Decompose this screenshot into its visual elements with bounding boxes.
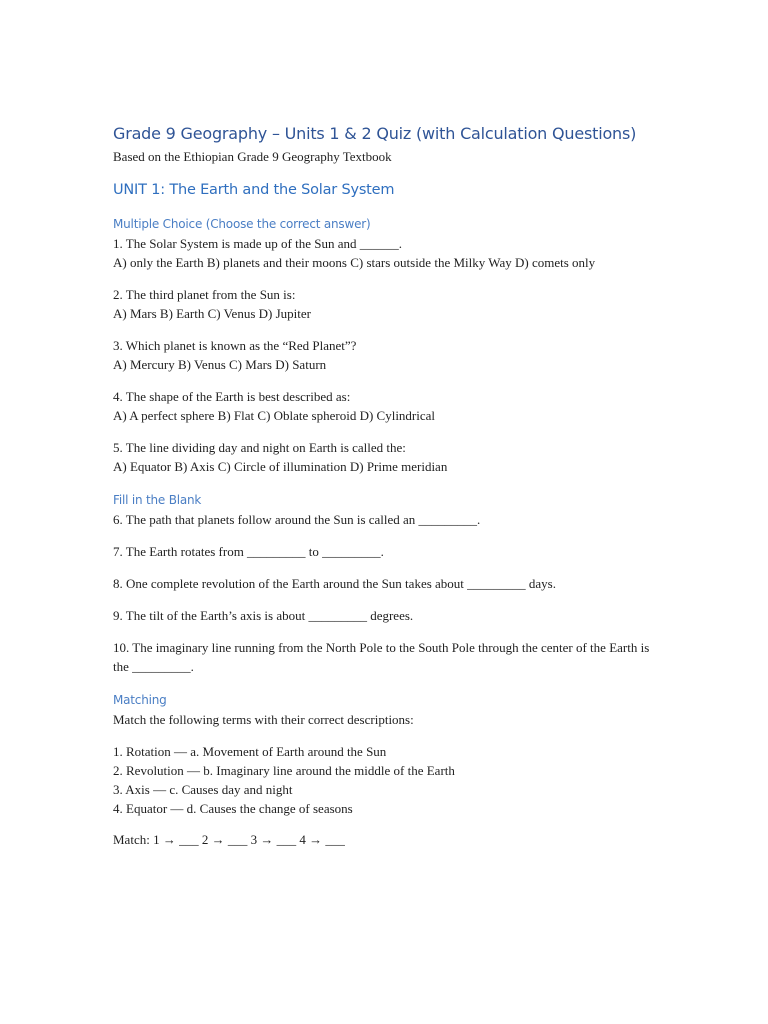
question-1 [113,234,658,272]
question-options: A) only the Earth B) planets and their moons C) stars outside the Milky Way D) comets only [113,255,596,270]
question-2 [113,285,658,323]
page-title: Grade 9 Geography – Units 1 & 2 Quiz (with Calculation Questions) [113,124,637,143]
matching-item: 4. Equator — d. Causes the change of seasons [113,801,353,816]
question-8: 8. One complete revolution of the Earth around the Sun takes about _________ days. [113,576,556,591]
matching-item: 3. Axis — c. Causes day and night [113,782,293,797]
question-text: 2. The third planet from the Sun is: [113,287,296,302]
matching-list [113,742,658,818]
unit1-heading: UNIT 1: The Earth and the Solar System [113,182,395,198]
question-options: A) Mars B) Earth C) Venus D) Jupiter [113,306,311,321]
multiple-choice-heading: Multiple Choice (Choose the correct answer) [113,217,371,231]
matching-item: 1. Rotation — a. Movement of Earth around the Sun [113,744,387,759]
matching-intro: Match the following terms with their correct descriptions: [113,712,414,727]
question-options: A) Mercury B) Venus C) Mars D) Saturn [113,357,327,372]
question-10: 10. The imaginary line running from the North Pole to the South Pole through the center of the Earth is the _________. [113,640,650,674]
question-9: 9. The tilt of the Earth’s axis is about _________ degrees. [113,608,414,623]
question-options: A) Equator B) Axis C) Circle of illumination D) Prime meridian [113,459,448,474]
question-text: 1. The Solar System is made up of the Sun and ______. [113,236,402,251]
quiz-page [113,122,658,849]
question-7: 7. The Earth rotates from _________ to _________. [113,544,384,559]
question-text: 4. The shape of the Earth is best described as: [113,389,351,404]
question-6: 6. The path that planets follow around the Sun is called an _________. [113,512,481,527]
question-4 [113,387,658,425]
question-text: 3. Which planet is known as the “Red Planet”? [113,338,357,353]
matching-heading: Matching [113,693,167,707]
matching-item: 2. Revolution — b. Imaginary line around the middle of the Earth [113,763,455,778]
question-text: 5. The line dividing day and night on Earth is called the: [113,440,406,455]
question-5 [113,438,658,476]
question-3 [113,336,658,374]
page-subtitle: Based on the Ethiopian Grade 9 Geography Textbook [113,149,392,164]
fill-blank-heading: Fill in the Blank [113,493,202,507]
matching-answer-line: Match: 1 → ___ 2 → ___ 3 → ___ 4 → ___ [113,832,345,847]
question-options: A) A perfect sphere B) Flat C) Oblate spheroid D) Cylindrical [113,408,436,423]
